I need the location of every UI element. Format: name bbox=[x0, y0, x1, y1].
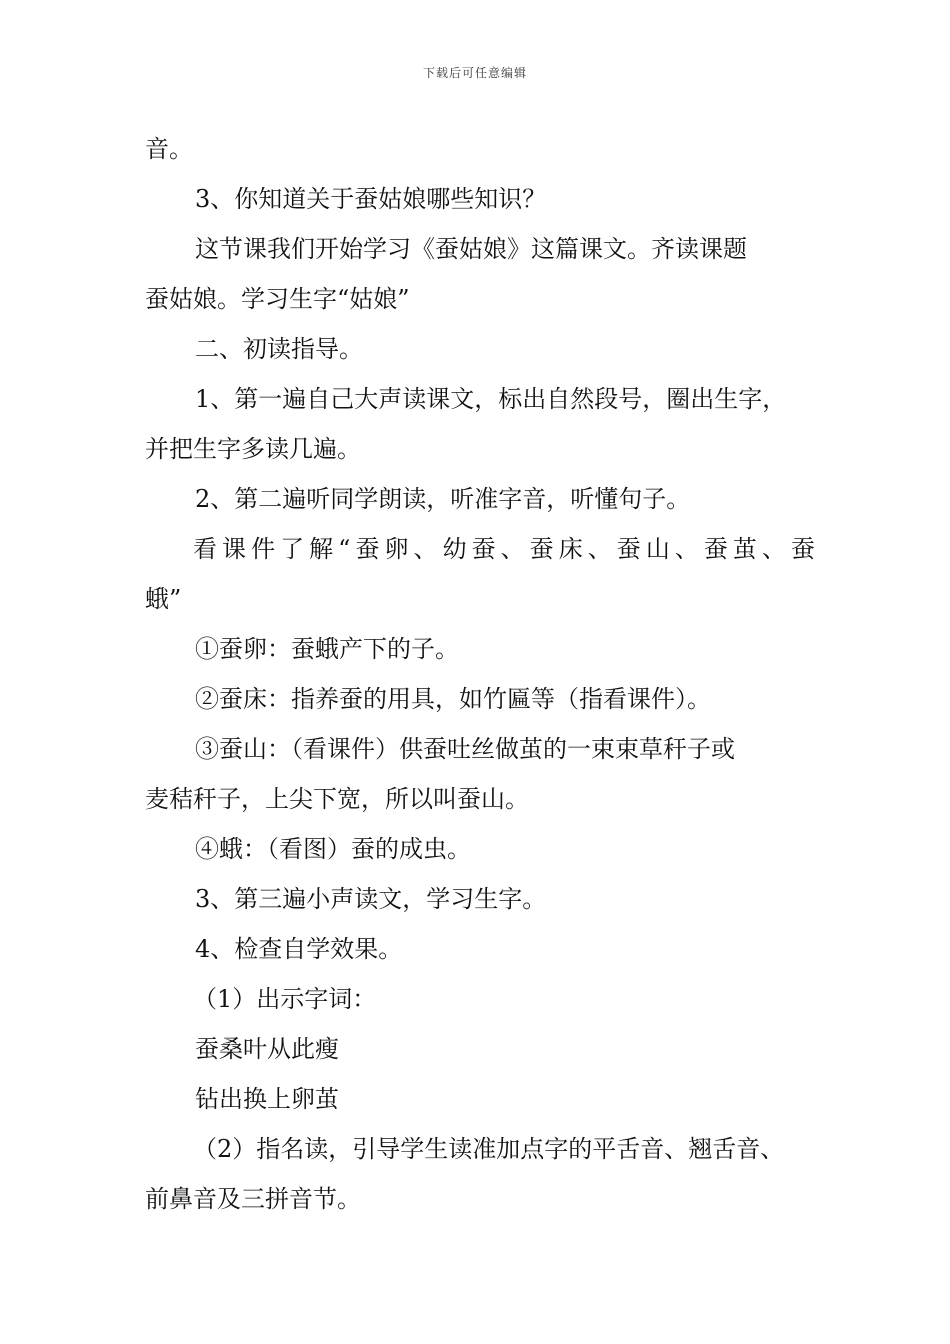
text-line: 这节课我们开始学习《蚕姑娘》这篇课文。齐读课题 bbox=[195, 235, 747, 263]
text-line: 蛾” bbox=[145, 585, 182, 613]
text-line: ①蚕卵：蚕蛾产下的子。 bbox=[195, 635, 459, 663]
text-line: （1）出示字词： bbox=[193, 985, 377, 1013]
text-line: 蚕姑娘。学习生字“姑娘” bbox=[145, 285, 410, 313]
text-line: 麦秸秆子，上尖下宽，所以叫蚕山。 bbox=[145, 785, 529, 813]
page-header: 下载后可任意编辑 bbox=[422, 66, 527, 80]
text-line: 钻出换上卵茧 bbox=[195, 1085, 339, 1113]
text-line: 前鼻音及三拼音节。 bbox=[145, 1185, 361, 1213]
text-line: 3、你知道关于蚕姑娘哪些知识？ bbox=[195, 185, 547, 213]
text-line: （2）指名读，引导学生读准加点字的平舌音、翘舌音、 bbox=[193, 1135, 785, 1163]
text-line: 并把生字多读几遍。 bbox=[145, 435, 361, 463]
text-line: ④蛾：（看图）蚕的成虫。 bbox=[195, 835, 471, 863]
document-body bbox=[145, 124, 815, 1224]
text-line: 2、第二遍听同学朗读，听准字音，听懂句子。 bbox=[195, 485, 691, 513]
text-line: ③蚕山：（看课件）供蚕吐丝做茧的一束束草秆子或 bbox=[195, 735, 735, 763]
text-line: ②蚕床：指养蚕的用具，如竹匾等（指看课件）。 bbox=[195, 685, 711, 713]
text-line: 3、第三遍小声读文，学习生字。 bbox=[195, 885, 547, 913]
text-line: 看课件了解“蚕卵、幼蚕、蚕床、蚕山、蚕茧、蚕 bbox=[193, 535, 815, 563]
text-line: 1、第一遍自己大声读课文，标出自然段号，圈出生字， bbox=[195, 385, 787, 413]
text-line: 二、初读指导。 bbox=[195, 335, 363, 363]
text-line: 蚕桑叶从此瘦 bbox=[195, 1035, 339, 1063]
text-line: 4、检查自学效果。 bbox=[195, 935, 403, 963]
text-line: 音。 bbox=[145, 135, 193, 163]
